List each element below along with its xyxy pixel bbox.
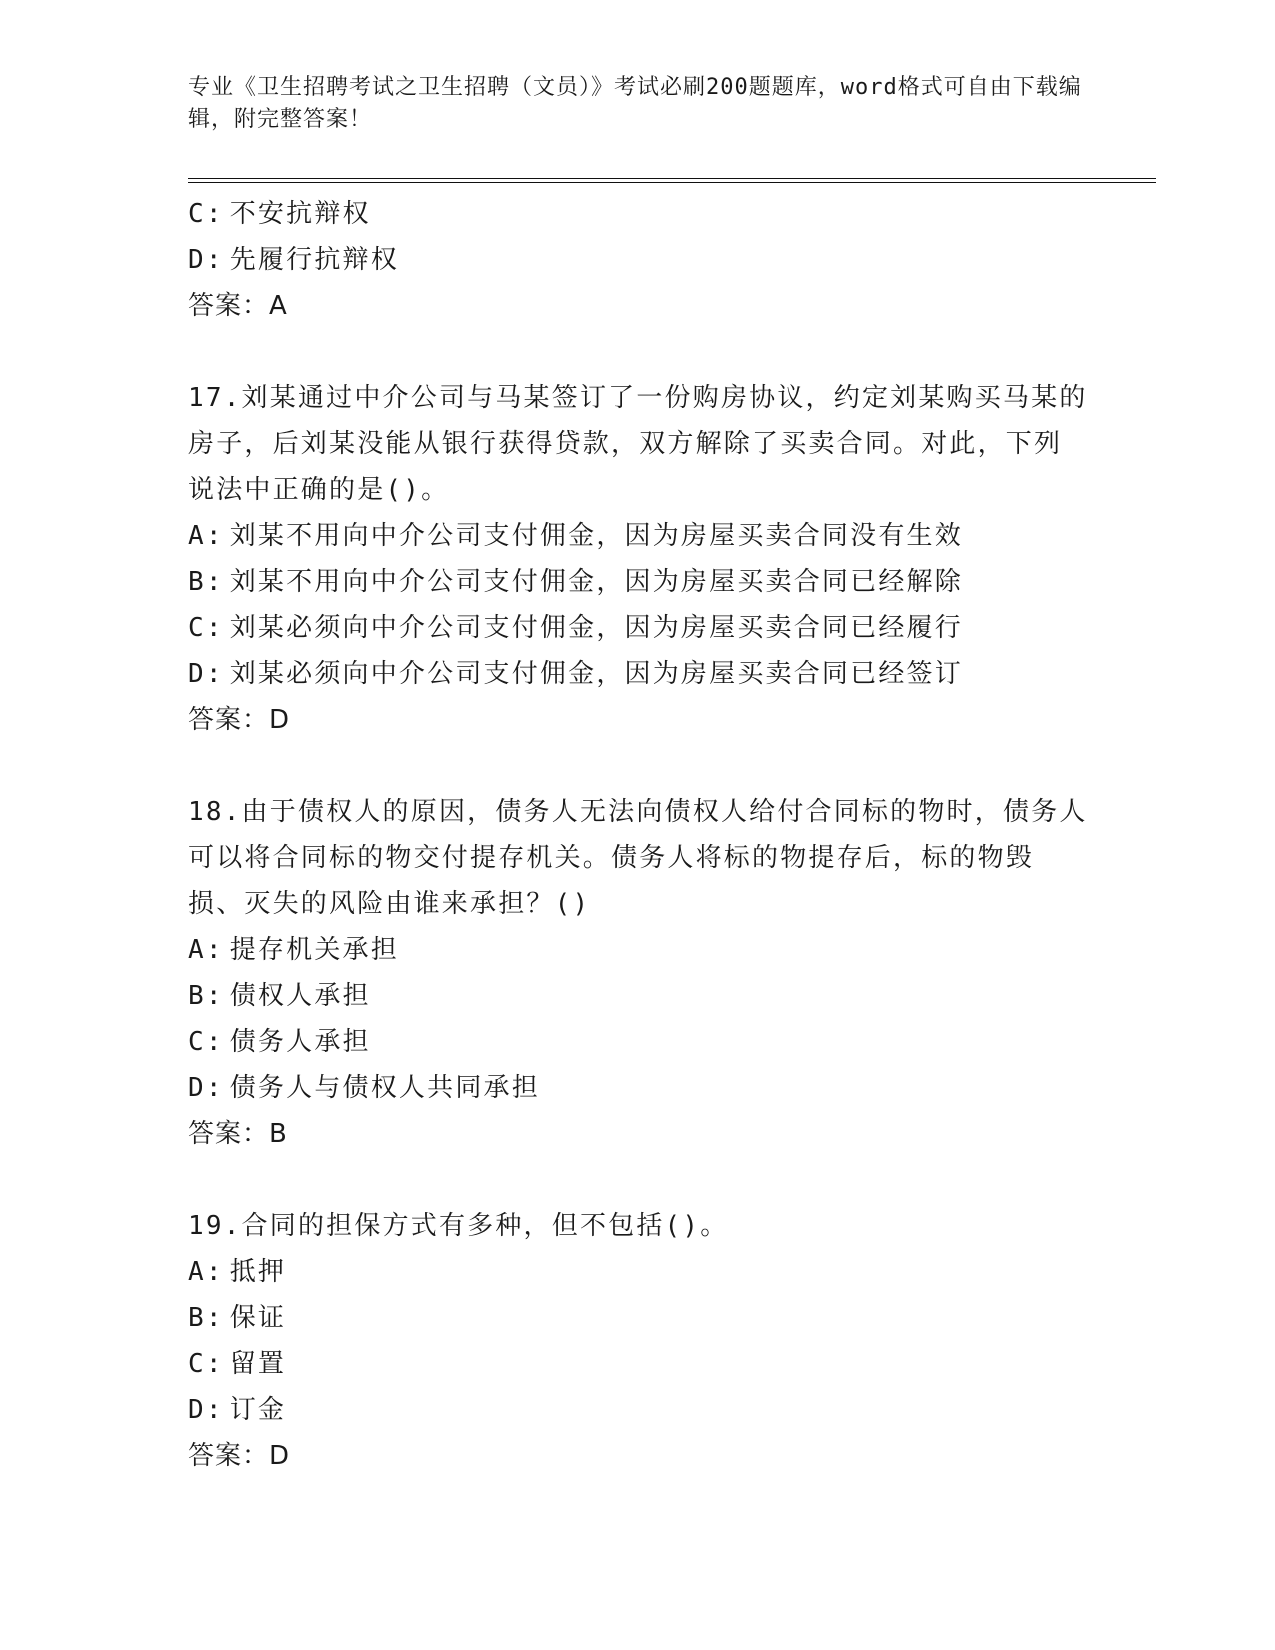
option-a [188, 513, 1088, 559]
question-19 [188, 1203, 1088, 1479]
option-letter: C: [188, 1349, 224, 1379]
option-letter: A: [188, 1257, 224, 1287]
option-c [188, 191, 1088, 237]
option-text: 订金 [229, 1395, 287, 1425]
option-b [188, 1295, 1088, 1341]
option-letter: D: [188, 1073, 224, 1103]
header-divider-bottom [188, 182, 1156, 183]
option-text: 刘某必须向中介公司支付佣金，因为房屋买卖合同已经签订 [229, 659, 963, 689]
option-c [188, 605, 1088, 651]
option-d [188, 1065, 1088, 1111]
option-text: 刘某必须向中介公司支付佣金，因为房屋买卖合同已经履行 [229, 613, 963, 643]
option-letter: C: [188, 1027, 224, 1057]
option-text: 刘某不用向中介公司支付佣金，因为房屋买卖合同没有生效 [229, 521, 963, 551]
option-d [188, 237, 1088, 283]
option-text: 先履行抗辩权 [229, 245, 399, 275]
header-text: 专业《卫生招聘考试之卫生招聘（文员）》考试必刷200题题库，word格式可自由下载编辑，附完整答案！ [188, 75, 1082, 132]
option-letter: D: [188, 1395, 224, 1425]
option-text: 提存机关承担 [229, 935, 399, 965]
answer-line: 答案：D [188, 1441, 291, 1471]
header-divider-top [188, 178, 1156, 179]
answer-line: 答案：A [188, 291, 288, 321]
option-d [188, 651, 1088, 697]
option-d [188, 1387, 1088, 1433]
option-text: 债务人承担 [229, 1027, 371, 1057]
question-17 [188, 375, 1088, 743]
option-letter: B: [188, 981, 224, 1011]
option-c [188, 1341, 1088, 1387]
option-letter: D: [188, 245, 224, 275]
question-fragment [188, 191, 1088, 329]
answer-line: 答案：B [188, 1119, 288, 1149]
option-letter: C: [188, 199, 224, 229]
option-text: 保证 [229, 1303, 287, 1333]
option-b [188, 559, 1088, 605]
option-letter: A: [188, 935, 224, 965]
option-text: 留置 [229, 1349, 287, 1379]
option-b [188, 973, 1088, 1019]
option-text: 债权人承担 [229, 981, 371, 1011]
option-letter: D: [188, 659, 224, 689]
question-text: 18.由于债权人的原因，债务人无法向债权人给付合同标的物时，债务人可以将合同标的物交付提存机关。债务人将标的物提存后，标的物毁损、灭失的风险由谁来承担？() [188, 797, 1088, 919]
question-text: 19.合同的担保方式有多种，但不包括()。 [188, 1211, 729, 1241]
option-letter: B: [188, 1303, 224, 1333]
option-letter: A: [188, 521, 224, 551]
option-text: 不安抗辩权 [229, 199, 371, 229]
question-18 [188, 789, 1088, 1157]
option-a [188, 1249, 1088, 1295]
option-text: 抵押 [229, 1257, 287, 1287]
option-text: 刘某不用向中介公司支付佣金，因为房屋买卖合同已经解除 [229, 567, 963, 597]
page-header [188, 72, 1088, 136]
option-c [188, 1019, 1088, 1065]
document-body [188, 191, 1088, 1479]
question-text: 17.刘某通过中介公司与马某签订了一份购房协议，约定刘某购买马某的房子，后刘某没能从银行获得贷款，双方解除了买卖合同。对此，下列说法中正确的是()。 [188, 383, 1088, 505]
option-letter: B: [188, 567, 224, 597]
answer-line: 答案：D [188, 705, 291, 735]
option-text: 债务人与债权人共同承担 [229, 1073, 540, 1103]
option-letter: C: [188, 613, 224, 643]
option-a [188, 927, 1088, 973]
